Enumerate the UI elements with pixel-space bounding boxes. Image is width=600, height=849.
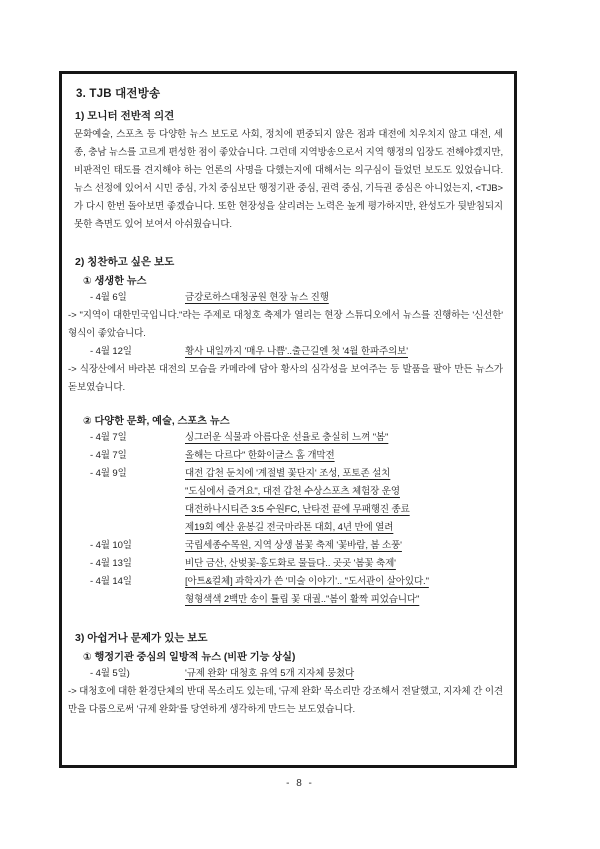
- news-item-date: [90, 591, 185, 609]
- news-item-date: [90, 519, 185, 537]
- news-item-comment: -> 대청호에 대한 환경단체의 반대 목소리도 있는데, '규제 완화' 목소리만 강조해서 전달했고, 지자체 간 이견만을 다룸으로써 '규제 완화'를 당연하게 생각하게 만드는 보도였습니다.: [68, 686, 503, 715]
- news-item-date: [90, 501, 185, 519]
- subsection-3-1-heading: ① 행정기관 중심의 일방적 뉴스 (비판 기능 상실): [83, 652, 296, 663]
- section-1-heading: 1) 모니터 전반적 의견: [75, 110, 175, 122]
- news-item-row: [90, 573, 505, 591]
- news-item-date: - 4월 14일: [90, 576, 132, 587]
- news-item-title: 제19회 예산 윤봉길 전국마라톤 대회, 4년 만에 열려: [185, 522, 394, 533]
- news-item-title: 올해는 다르다" 한화이글스 홈 개막전: [185, 450, 335, 461]
- news-item-title: 황사 내일까지 '매우 나쁨'..출근길엔 첫 '4월 한파주의보': [185, 346, 408, 357]
- news-item-date: - 4월 13일: [90, 558, 132, 569]
- news-item-title: 형형색색 2백만 송이 튤립 꽃 대궐.."봄이 활짝 피었습니다": [185, 594, 420, 605]
- news-item-date: - 4월 9일: [90, 468, 127, 479]
- news-item-row: [90, 555, 505, 573]
- news-item-row: [90, 289, 505, 307]
- news-item-comment: -> "지역이 대한민국입니다."라는 주제로 대청호 축제가 열리는 현장 스튜디오에서 뉴스를 진행하는 '신선한' 형식이 좋았습니다.: [68, 310, 503, 339]
- news-item-title: 대전하나시티즌 3:5 수원FC, 난타전 끝에 무패행진 종료: [185, 504, 410, 515]
- news-item-row: [90, 591, 505, 609]
- news-item-date: - 4월 6일: [90, 292, 127, 303]
- page-number: - 8 -: [286, 778, 314, 789]
- news-item-date: - 4월 12일: [90, 346, 132, 357]
- news-item-row: [90, 501, 505, 519]
- news-item-title: 싱그러운 식물과 아름다운 선율로 충실히 느껴 "봄": [185, 432, 389, 443]
- news-item-date: - 4월 7일: [90, 450, 127, 461]
- news-item-title: 비단 금산, 산벚꽃-홍도화로 물들다.. 곳곳 '봄꽃 축제': [185, 558, 396, 569]
- section-3-heading: 3) 아쉽거나 문제가 있는 보도: [75, 632, 208, 644]
- subsection-2-2-heading: ② 다양한 문화, 예술, 스포츠 뉴스: [83, 416, 230, 427]
- news-item-row: [90, 429, 505, 447]
- news-item-date: - 4월 10일: [90, 540, 132, 551]
- news-item-row: [90, 447, 505, 465]
- news-item-title: '규제 완화' 대청호 유역 5개 지자체 뭉쳤다: [185, 668, 355, 679]
- news-item-row: [90, 465, 505, 483]
- section-2-heading: 2) 칭찬하고 싶은 보도: [75, 256, 175, 268]
- monitor-opinion-paragraph: 문화예술, 스포츠 등 다양한 뉴스 보도로 사회, 정치에 편중되지 않은 점과 대전에 치우치지 않고 대전, 세종, 충남 뉴스를 고르게 편성한 점이 좋았습니다. 그런데 지역방송으로서 지역 행정의 입장도 전해야겠지만, 비판적인 태도를 견지해야 하는 언론의 사명을 다했는지에 대해서는 의구심이 들었던 보도도 있었습니다. 뉴스 선정에 있어서 시민 중심, 가치 중심보단 행정기관 중심, 권력 중심, 기득권 중심은 아니었는지, <TJB>가 다시 한번 돌아보면 좋겠습니다. 또한 현장성을 살리려는 노력은 높게 평가하지만, 완성도가 뒷받침되지 못한 측면도 있어 보여서 아쉬웠습니다.: [74, 129, 503, 230]
- news-item-title: 국립세종수목원, 지역 상생 봄꽃 축제 '꽃바람, 봄 소풍': [185, 540, 402, 551]
- news-item-title: 대전 갑천 둔치에 '계절별 꽃단지' 조성, 포토존 설치: [185, 468, 391, 479]
- news-item-row: [90, 537, 505, 555]
- news-item-title: "도심에서 즐겨요", 대전 갑천 수상스포츠 체험장 운영: [185, 486, 400, 497]
- news-item-row: [90, 665, 505, 683]
- news-item-title: 금강로하스대청공원 현장 뉴스 진행: [185, 292, 329, 303]
- news-item-row: [90, 519, 505, 537]
- doc-title: 3. TJB 대전방송: [76, 88, 161, 100]
- news-item-date: [90, 483, 185, 501]
- page-border-frame: [59, 71, 517, 768]
- news-item-comment: -> 식장산에서 바라본 대전의 모습을 카메라에 담아 황사의 심각성을 보여주는 등 발품을 팔아 만든 뉴스가 돋보였습니다.: [68, 364, 503, 393]
- news-item-row: [90, 343, 505, 361]
- subsection-2-1-heading: ① 생생한 뉴스: [83, 276, 147, 287]
- news-item-row: [90, 483, 505, 501]
- news-item-date: - 4월 7일: [90, 432, 127, 443]
- news-item-title: [아트&컬체] 과학자가 쓴 '미술 이야기'.. "도서관이 살아있다.": [185, 576, 429, 587]
- news-item-date: - 4월 5일): [90, 668, 130, 679]
